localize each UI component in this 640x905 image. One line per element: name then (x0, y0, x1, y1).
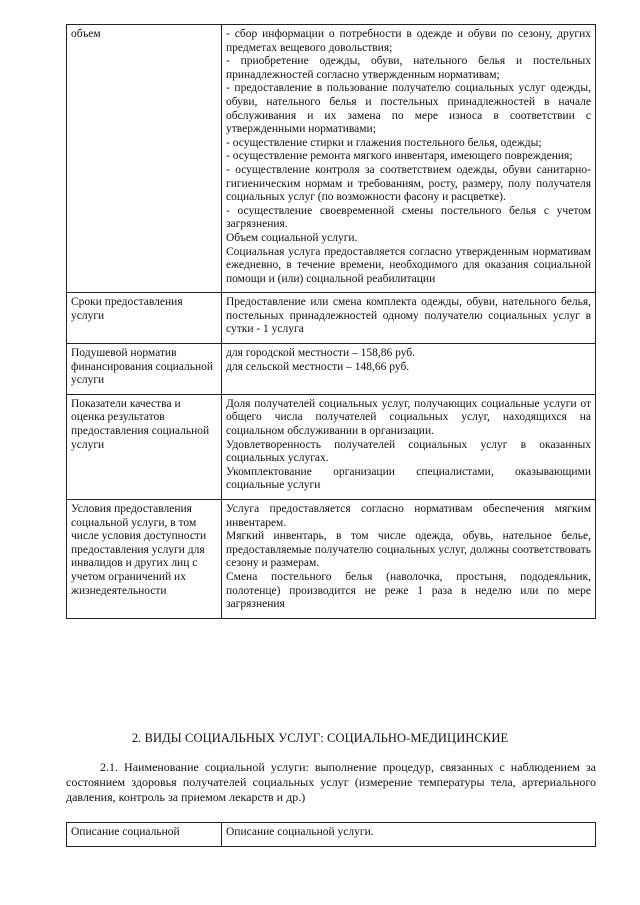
table-row (67, 394, 596, 499)
service-name-paragraph: 2.1. Наименование социальной услуги: выполнение процедур, связанных с наблюдением за состоянием здоровья получателей социальных услуг (измерение температуры тела, артериального давления, контроль за приемом лекарств и др.) (66, 760, 596, 804)
content-line: Мягкий инвентарь, в том числе одежда, обувь, нательное белье, предоставляемые получателю социальных услуг, должны соответствовать сезону и размерам. (226, 530, 591, 570)
row-content (222, 25, 596, 293)
content-line: для сельской местности – 148,66 руб. (226, 360, 410, 373)
row-label: Сроки предоставления услуги (67, 293, 222, 344)
content-line: Доля получателей социальных услуг, получающих социальные услуги от общего числа получателей социальных услуг, находящихся на социальном обслуживании в организации. (226, 397, 591, 438)
content-line: Объем социальной услуги. (226, 231, 358, 244)
content-line: - сбор информации о потребности в одежде и обуви по сезону, других предметах вещевого довольствия; (226, 28, 591, 54)
content-line: Укомплектование организации специалистами, оказывающими социальные услуги (226, 465, 591, 492)
table-row (67, 344, 596, 395)
content-line: Социальная услуга предоставляется согласно утвержденным нормативам ежедневно, в течение времени, необходимого для оказания социальной помощи и (или) социальной реабилитации (226, 245, 591, 285)
content-line: Предоставление или смена комплекта одежды, обуви, нательного белья, постельных принадлежностей одному получателю социальных услуг в сутки - 1 услуга (226, 296, 591, 336)
content-line: Услуга предоставляется согласно нормативам обеспечения мягким инвентарем. (226, 503, 591, 529)
row-content (222, 500, 596, 619)
content-line: - осуществление контроля за соответствием одежды, обуви санитарно-гигиеническим нормам и требованиям, росту, размеру, полу получателя социальных услуг (по возможности фасону и расцветке). (226, 163, 591, 204)
row-label: Показатели качества и оценка результатов предоставления социальной услуги (67, 394, 222, 499)
table-row (67, 293, 596, 344)
table-row (67, 25, 596, 293)
service-table (66, 24, 596, 619)
content-line: - осуществление ремонта мягкого инвентаря, имеющего повреждения; (226, 150, 573, 163)
section-title: 2. ВИДЫ СОЦИАЛЬНЫХ УСЛУГ: СОЦИАЛЬНО-МЕДИЦИНСКИЕ (131, 731, 509, 745)
row-label: Описание социальной (67, 823, 222, 847)
row-label: Подушевой норматив финансирования социальной услуги (67, 344, 222, 395)
content-line: - осуществление своевременной смены постельного белья с учетом загрязнения. (226, 204, 591, 231)
content-line: Удовлетворенность получателей социальных услуг в оказанных социальных услугах. (226, 438, 591, 465)
content-line: - приобретение одежды, обуви, нательного белья и постельных принадлежностей согласно утвержденным нормативам; (226, 55, 591, 81)
row-content: Описание социальной услуги. (222, 823, 596, 847)
content-line: - осуществление стирки и глажения постельного белья, одежды; (226, 136, 542, 149)
row-label: Условия предоставления социальной услуги, в том числе условия доступности предоставления услуги для инвалидов и других лиц с учетом ограничений их жизнедеятельности (67, 500, 222, 619)
row-label: объем (67, 25, 222, 293)
row-content (222, 293, 596, 344)
content-line: для городской местности – 158,86 руб. (226, 347, 416, 360)
content-line: - предоставление в пользование получателю социальных услуг одежды, обуви, нательного белья и постельных принадлежностей в начале обслуживания и их замена по мере износа в соответствии с утвержденными нормативами; (226, 82, 591, 136)
content-line: Смена постельного белья (наволочка, простыня, пододеяльник, полотенце) производится не реже 1 раза в неделю или по мере загрязнения (226, 570, 591, 611)
table-row (67, 500, 596, 619)
table-row (67, 823, 596, 847)
row-content (222, 344, 596, 395)
service-table-2 (66, 822, 596, 847)
row-content (222, 394, 596, 499)
